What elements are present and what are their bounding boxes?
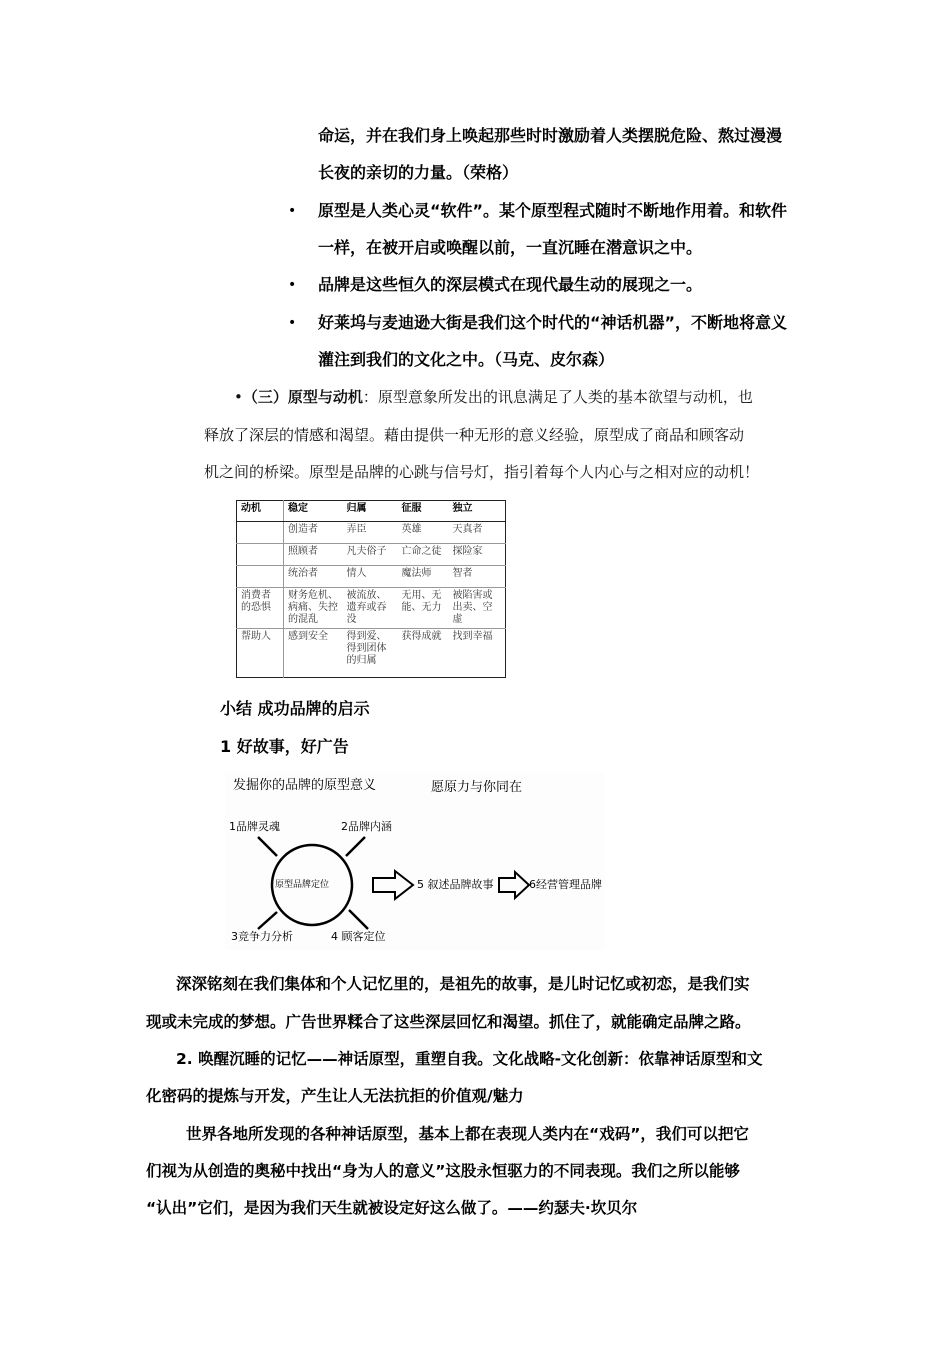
ray-line	[349, 910, 368, 929]
diagram-step-6: 6经营管理品牌	[529, 878, 602, 891]
bullet-text: 原型是人类心灵“软件”。某个原型程式随时不断地作用着。和软件	[318, 201, 788, 220]
table-cell: 英雄	[401, 524, 422, 535]
bullet-dot: •	[288, 315, 297, 331]
table-cell	[237, 522, 284, 544]
table-cell: 被陷害或出卖、空虚	[449, 588, 506, 629]
section-text: 机之间的桥梁。原型是品牌的心跳与信号灯，指引着每个人内心与之相对应的动机！	[204, 463, 760, 481]
table-row	[237, 588, 506, 629]
quote-line: 们视为从创造的奥秘中找出“身为人的意义”这股永恒驱力的不同表现。我们之所以能够	[146, 1162, 740, 1180]
paragraph-line: 深深铭刻在我们集体和个人记忆里的，是祖先的故事，是儿时记忆或初恋，是我们实	[176, 975, 750, 993]
section-heading: （三）原型与动机	[242, 388, 363, 406]
table-cell: 凡夫俗子	[343, 544, 398, 566]
diagram-node-1: 1品牌灵魂	[229, 820, 280, 833]
table-cell: 无用、无能、无力	[398, 588, 449, 629]
table-header: 稳定	[284, 501, 343, 522]
table-cell: 被流放、遗弃或吞没	[343, 588, 398, 629]
table-cell: 天真者	[452, 524, 483, 535]
table-cell	[237, 544, 284, 566]
table-header: 归属	[343, 501, 398, 522]
diagram-node-3: 3竞争力分析	[231, 930, 293, 943]
table-cell: 消费者的恐惧	[237, 588, 284, 629]
table-cell	[237, 566, 284, 588]
summary-title: 小结 成功品牌的启示	[220, 699, 370, 718]
table-cell: 照顾者	[284, 544, 343, 566]
table-row	[237, 522, 506, 544]
diagram-node-4: 4 顾客定位	[331, 930, 386, 943]
table-cell: 统治者	[284, 566, 343, 588]
bullet-text: 好莱坞与麦迪逊大街是我们这个时代的“神话机器”，不断地将意义	[318, 313, 788, 332]
table-cell: 获得成就	[398, 629, 449, 678]
ray-line	[258, 912, 277, 929]
table-cell: 探险家	[449, 544, 506, 566]
table-header: 征服	[398, 501, 449, 522]
section-heading-line	[234, 387, 753, 407]
table-header: 动机	[237, 501, 284, 522]
bullet-text: 品牌是这些恒久的深层模式在现代最生动的展现之一。	[318, 275, 703, 294]
motive-table	[236, 500, 506, 678]
table-row	[237, 544, 506, 566]
section-text: ：原型意象所发出的讯息满足了人类的基本欲望与动机，也	[362, 388, 753, 406]
table-cell: 弄臣	[346, 524, 367, 535]
table-cell: 感到安全	[284, 629, 343, 678]
diagram-node-2: 2品牌内涵	[341, 820, 392, 833]
table-cell: 得到爱、得到团体的归属	[343, 629, 398, 678]
arrow-icon	[373, 871, 413, 899]
quote-line: “认出”它们，是因为我们天生就被设定好这么做了。——约瑟夫·坎贝尔	[146, 1199, 638, 1217]
table-cell: 财务危机、病痛、失控的混乱	[284, 588, 343, 629]
paragraph-line: 命运，并在我们身上唤起那些时时激励着人类摆脱危险、熬过漫漫	[318, 126, 783, 145]
diagram-title-left: 发掘你的品牌的原型意义	[233, 778, 377, 793]
bullet-text: 灌注到我们的文化之中。（马克、皮尔森）	[318, 350, 615, 369]
table-row	[237, 566, 506, 588]
quote-line: 世界各地所发现的各种神话原型，基本上都在表现人类内在“戏码”，我们可以把它	[186, 1125, 749, 1143]
brand-archetype-diagram	[225, 772, 605, 950]
diagram-title-right: 愿原力与你同在	[431, 780, 523, 795]
table-cell: 情人	[343, 566, 398, 588]
bullet-dot: •	[288, 203, 297, 219]
table-cell: 帮助人	[237, 629, 284, 678]
table-cell: 亡命之徒	[398, 544, 449, 566]
diagram-graphics	[225, 772, 605, 950]
table-cell: 创造者	[288, 524, 318, 535]
ray-line	[346, 837, 365, 856]
paragraph-line: 现或未完成的梦想。广告世界糅合了这些深层回忆和渴望。抓住了，就能确定品牌之路。	[146, 1013, 751, 1031]
bullet-dot: •	[234, 388, 243, 406]
bullet-dot: •	[288, 277, 297, 293]
point-heading: 2. 唤醒沉睡的记忆——神话原型，重塑自我。文化战略-文化创新：依靠神话原型和文	[176, 1050, 763, 1068]
table-cell: 智者	[449, 566, 506, 588]
table-row	[237, 629, 506, 678]
arrow-icon	[499, 872, 529, 898]
point-heading: 化密码的提炼与开发，产生让人无法抗拒的价值观/魅力	[146, 1087, 524, 1105]
diagram-center-label: 原型品牌定位	[275, 880, 330, 890]
paragraph-line: 长夜的亲切的力量。（荣格）	[318, 163, 519, 182]
summary-item: 1 好故事，好广告	[220, 737, 349, 756]
section-text: 释放了深层的情感和渴望。藉由提供一种无形的意义经验，原型成了商品和顾客动	[204, 426, 745, 444]
diagram-step-5: 5 叙述品牌故事	[417, 878, 494, 891]
table-cell: 魔法师	[398, 566, 449, 588]
bullet-text: 一样，在被开启或唤醒以前，一直沉睡在潜意识之中。	[318, 238, 703, 257]
table-cell: 找到幸福	[449, 629, 506, 678]
table-header: 独立	[449, 501, 506, 522]
table-header-row	[237, 501, 506, 522]
ray-line	[258, 837, 277, 856]
